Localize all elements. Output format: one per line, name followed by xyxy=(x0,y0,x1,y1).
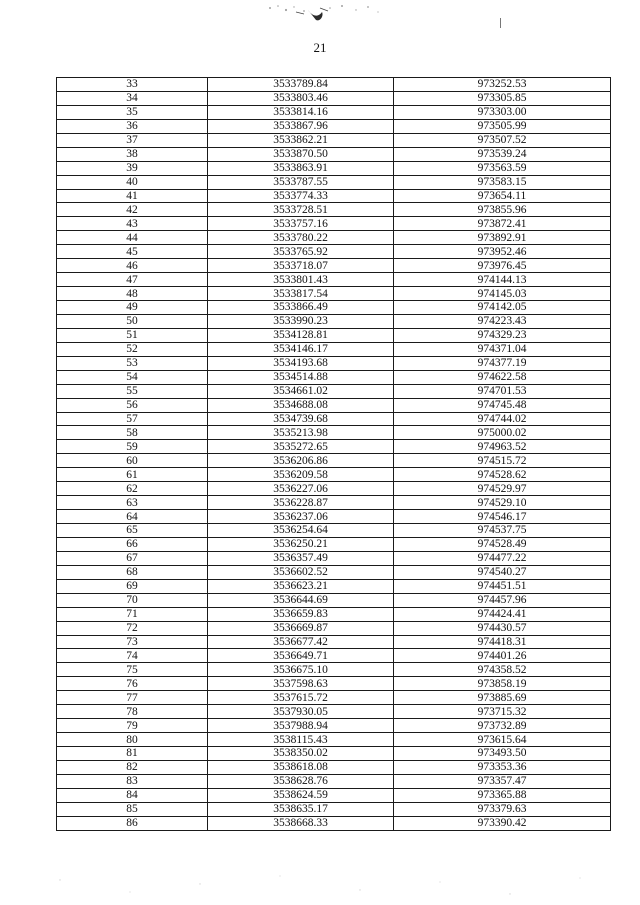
y-coordinate-cell: 974430.57 xyxy=(394,621,611,635)
point-number-cell: 82 xyxy=(57,760,208,774)
point-number-cell: 37 xyxy=(57,133,208,147)
table-row xyxy=(57,245,611,259)
y-coordinate-cell: 974451.51 xyxy=(394,579,611,593)
table-row xyxy=(57,398,611,412)
table-row xyxy=(57,328,611,342)
table-row xyxy=(57,565,611,579)
point-number-cell: 56 xyxy=(57,398,208,412)
x-coordinate-cell: 3533867.96 xyxy=(208,119,394,133)
y-coordinate-cell: 973858.19 xyxy=(394,677,611,691)
table-row xyxy=(57,593,611,607)
y-coordinate-cell: 974145.03 xyxy=(394,287,611,301)
point-number-cell: 41 xyxy=(57,189,208,203)
point-number-cell: 53 xyxy=(57,356,208,370)
point-number-cell: 83 xyxy=(57,774,208,788)
point-number-cell: 63 xyxy=(57,496,208,510)
table-row xyxy=(57,760,611,774)
y-coordinate-cell: 973976.45 xyxy=(394,259,611,273)
y-coordinate-cell: 973365.88 xyxy=(394,788,611,802)
x-coordinate-cell: 3536206.86 xyxy=(208,454,394,468)
x-coordinate-cell: 3536644.69 xyxy=(208,593,394,607)
x-coordinate-cell: 3536357.49 xyxy=(208,551,394,565)
table-row xyxy=(57,259,611,273)
table-row xyxy=(57,217,611,231)
table-row xyxy=(57,440,611,454)
y-coordinate-cell: 973303.00 xyxy=(394,105,611,119)
table-row xyxy=(57,314,611,328)
table-row xyxy=(57,231,611,245)
y-coordinate-cell: 974528.62 xyxy=(394,468,611,482)
scan-mark xyxy=(500,18,501,28)
point-number-cell: 65 xyxy=(57,524,208,538)
point-number-cell: 49 xyxy=(57,301,208,315)
y-coordinate-cell: 973952.46 xyxy=(394,245,611,259)
x-coordinate-cell: 3537598.63 xyxy=(208,677,394,691)
x-coordinate-cell: 3536237.06 xyxy=(208,510,394,524)
table-row xyxy=(57,189,611,203)
point-number-cell: 48 xyxy=(57,287,208,301)
point-number-cell: 36 xyxy=(57,119,208,133)
table-row xyxy=(57,635,611,649)
y-coordinate-cell: 973379.63 xyxy=(394,802,611,816)
point-number-cell: 86 xyxy=(57,816,208,830)
table-row xyxy=(57,719,611,733)
point-number-cell: 80 xyxy=(57,733,208,747)
point-number-cell: 40 xyxy=(57,175,208,189)
point-number-cell: 67 xyxy=(57,551,208,565)
table-row xyxy=(57,426,611,440)
x-coordinate-cell: 3534661.02 xyxy=(208,384,394,398)
y-coordinate-cell: 973493.50 xyxy=(394,747,611,761)
x-coordinate-cell: 3533787.55 xyxy=(208,175,394,189)
table-row xyxy=(57,816,611,830)
table-row xyxy=(57,412,611,426)
table-row xyxy=(57,677,611,691)
table-row xyxy=(57,105,611,119)
table-row xyxy=(57,287,611,301)
y-coordinate-cell: 973885.69 xyxy=(394,691,611,705)
point-number-cell: 71 xyxy=(57,607,208,621)
point-number-cell: 58 xyxy=(57,426,208,440)
point-number-cell: 66 xyxy=(57,537,208,551)
x-coordinate-cell: 3537988.94 xyxy=(208,719,394,733)
y-coordinate-cell: 974223.43 xyxy=(394,314,611,328)
point-number-cell: 69 xyxy=(57,579,208,593)
x-coordinate-cell: 3534688.08 xyxy=(208,398,394,412)
x-coordinate-cell: 3534739.68 xyxy=(208,412,394,426)
point-number-cell: 76 xyxy=(57,677,208,691)
y-coordinate-cell: 974701.53 xyxy=(394,384,611,398)
table-row xyxy=(57,384,611,398)
x-coordinate-cell: 3533728.51 xyxy=(208,203,394,217)
x-coordinate-cell: 3536649.71 xyxy=(208,649,394,663)
x-coordinate-cell: 3533789.84 xyxy=(208,78,394,92)
point-number-cell: 51 xyxy=(57,328,208,342)
point-number-cell: 35 xyxy=(57,105,208,119)
table-row xyxy=(57,496,611,510)
table-row xyxy=(57,161,611,175)
x-coordinate-cell: 3538115.43 xyxy=(208,733,394,747)
x-coordinate-cell: 3538618.08 xyxy=(208,760,394,774)
y-coordinate-cell: 974540.27 xyxy=(394,565,611,579)
y-coordinate-cell: 973305.85 xyxy=(394,91,611,105)
y-coordinate-cell: 973654.11 xyxy=(394,189,611,203)
y-coordinate-cell: 974744.02 xyxy=(394,412,611,426)
x-coordinate-cell: 3536227.06 xyxy=(208,482,394,496)
x-coordinate-cell: 3538628.76 xyxy=(208,774,394,788)
y-coordinate-cell: 975000.02 xyxy=(394,426,611,440)
table-row xyxy=(57,119,611,133)
x-coordinate-cell: 3533862.21 xyxy=(208,133,394,147)
table-row xyxy=(57,370,611,384)
coordinates-table xyxy=(56,77,611,831)
point-number-cell: 54 xyxy=(57,370,208,384)
x-coordinate-cell: 3537615.72 xyxy=(208,691,394,705)
coordinates-table-body xyxy=(57,78,611,831)
scan-smudge xyxy=(260,2,390,24)
point-number-cell: 59 xyxy=(57,440,208,454)
x-coordinate-cell: 3536228.87 xyxy=(208,496,394,510)
point-number-cell: 81 xyxy=(57,747,208,761)
table-row xyxy=(57,301,611,315)
y-coordinate-cell: 973505.99 xyxy=(394,119,611,133)
y-coordinate-cell: 974142.05 xyxy=(394,301,611,315)
x-coordinate-cell: 3533803.46 xyxy=(208,91,394,105)
y-coordinate-cell: 974424.41 xyxy=(394,607,611,621)
table-row xyxy=(57,510,611,524)
point-number-cell: 72 xyxy=(57,621,208,635)
y-coordinate-cell: 973252.53 xyxy=(394,78,611,92)
point-number-cell: 68 xyxy=(57,565,208,579)
point-number-cell: 73 xyxy=(57,635,208,649)
x-coordinate-cell: 3538350.02 xyxy=(208,747,394,761)
point-number-cell: 44 xyxy=(57,231,208,245)
point-number-cell: 84 xyxy=(57,788,208,802)
y-coordinate-cell: 974963.52 xyxy=(394,440,611,454)
point-number-cell: 38 xyxy=(57,147,208,161)
x-coordinate-cell: 3534193.68 xyxy=(208,356,394,370)
point-number-cell: 85 xyxy=(57,802,208,816)
y-coordinate-cell: 973390.42 xyxy=(394,816,611,830)
x-coordinate-cell: 3533801.43 xyxy=(208,273,394,287)
y-coordinate-cell: 974515.72 xyxy=(394,454,611,468)
y-coordinate-cell: 973353.36 xyxy=(394,760,611,774)
x-coordinate-cell: 3536623.21 xyxy=(208,579,394,593)
point-number-cell: 61 xyxy=(57,468,208,482)
x-coordinate-cell: 3538624.59 xyxy=(208,788,394,802)
table-row xyxy=(57,273,611,287)
table-row xyxy=(57,524,611,538)
point-number-cell: 52 xyxy=(57,342,208,356)
table-row xyxy=(57,788,611,802)
scan-noise xyxy=(40,870,600,900)
y-coordinate-cell: 974537.75 xyxy=(394,524,611,538)
x-coordinate-cell: 3536677.42 xyxy=(208,635,394,649)
page-number: 21 xyxy=(313,40,327,55)
y-coordinate-cell: 974401.26 xyxy=(394,649,611,663)
y-coordinate-cell: 973583.15 xyxy=(394,175,611,189)
point-number-cell: 42 xyxy=(57,203,208,217)
y-coordinate-cell: 973539.24 xyxy=(394,147,611,161)
x-coordinate-cell: 3533757.16 xyxy=(208,217,394,231)
point-number-cell: 39 xyxy=(57,161,208,175)
point-number-cell: 43 xyxy=(57,217,208,231)
x-coordinate-cell: 3536669.87 xyxy=(208,621,394,635)
x-coordinate-cell: 3534146.17 xyxy=(208,342,394,356)
point-number-cell: 46 xyxy=(57,259,208,273)
x-coordinate-cell: 3536250.21 xyxy=(208,537,394,551)
table-row xyxy=(57,133,611,147)
y-coordinate-cell: 974377.19 xyxy=(394,356,611,370)
x-coordinate-cell: 3533780.22 xyxy=(208,231,394,245)
table-row xyxy=(57,607,611,621)
x-coordinate-cell: 3536659.83 xyxy=(208,607,394,621)
x-coordinate-cell: 3536675.10 xyxy=(208,663,394,677)
table-row xyxy=(57,454,611,468)
point-number-cell: 34 xyxy=(57,91,208,105)
x-coordinate-cell: 3537930.05 xyxy=(208,705,394,719)
x-coordinate-cell: 3535272.65 xyxy=(208,440,394,454)
x-coordinate-cell: 3536602.52 xyxy=(208,565,394,579)
y-coordinate-cell: 974529.10 xyxy=(394,496,611,510)
x-coordinate-cell: 3536254.64 xyxy=(208,524,394,538)
x-coordinate-cell: 3533817.54 xyxy=(208,287,394,301)
y-coordinate-cell: 974546.17 xyxy=(394,510,611,524)
x-coordinate-cell: 3534514.88 xyxy=(208,370,394,384)
point-number-cell: 77 xyxy=(57,691,208,705)
y-coordinate-cell: 973732.89 xyxy=(394,719,611,733)
x-coordinate-cell: 3538635.17 xyxy=(208,802,394,816)
point-number-cell: 62 xyxy=(57,482,208,496)
point-number-cell: 79 xyxy=(57,719,208,733)
x-coordinate-cell: 3534128.81 xyxy=(208,328,394,342)
point-number-cell: 45 xyxy=(57,245,208,259)
table-row xyxy=(57,663,611,677)
point-number-cell: 60 xyxy=(57,454,208,468)
point-number-cell: 47 xyxy=(57,273,208,287)
y-coordinate-cell: 974528.49 xyxy=(394,537,611,551)
point-number-cell: 75 xyxy=(57,663,208,677)
point-number-cell: 64 xyxy=(57,510,208,524)
table-row xyxy=(57,175,611,189)
table-row xyxy=(57,733,611,747)
table-row xyxy=(57,691,611,705)
y-coordinate-cell: 974622.58 xyxy=(394,370,611,384)
table-row xyxy=(57,78,611,92)
point-number-cell: 78 xyxy=(57,705,208,719)
table-row xyxy=(57,203,611,217)
table-row xyxy=(57,774,611,788)
point-number-cell: 33 xyxy=(57,78,208,92)
table-row xyxy=(57,747,611,761)
y-coordinate-cell: 973892.91 xyxy=(394,231,611,245)
x-coordinate-cell: 3535213.98 xyxy=(208,426,394,440)
point-number-cell: 57 xyxy=(57,412,208,426)
point-number-cell: 55 xyxy=(57,384,208,398)
y-coordinate-cell: 974457.96 xyxy=(394,593,611,607)
y-coordinate-cell: 973357.47 xyxy=(394,774,611,788)
table-row xyxy=(57,537,611,551)
x-coordinate-cell: 3533814.16 xyxy=(208,105,394,119)
x-coordinate-cell: 3533765.92 xyxy=(208,245,394,259)
y-coordinate-cell: 974477.22 xyxy=(394,551,611,565)
x-coordinate-cell: 3533718.07 xyxy=(208,259,394,273)
y-coordinate-cell: 973563.59 xyxy=(394,161,611,175)
y-coordinate-cell: 974144.13 xyxy=(394,273,611,287)
table-row xyxy=(57,551,611,565)
table-row xyxy=(57,356,611,370)
x-coordinate-cell: 3538668.33 xyxy=(208,816,394,830)
table-row xyxy=(57,705,611,719)
x-coordinate-cell: 3536209.58 xyxy=(208,468,394,482)
y-coordinate-cell: 974745.48 xyxy=(394,398,611,412)
table-row xyxy=(57,342,611,356)
point-number-cell: 50 xyxy=(57,314,208,328)
table-row xyxy=(57,482,611,496)
x-coordinate-cell: 3533866.49 xyxy=(208,301,394,315)
y-coordinate-cell: 974371.04 xyxy=(394,342,611,356)
table-row xyxy=(57,147,611,161)
x-coordinate-cell: 3533863.91 xyxy=(208,161,394,175)
y-coordinate-cell: 974418.31 xyxy=(394,635,611,649)
x-coordinate-cell: 3533774.33 xyxy=(208,189,394,203)
y-coordinate-cell: 973715.32 xyxy=(394,705,611,719)
y-coordinate-cell: 974358.52 xyxy=(394,663,611,677)
table-row xyxy=(57,802,611,816)
y-coordinate-cell: 973872.41 xyxy=(394,217,611,231)
y-coordinate-cell: 973507.52 xyxy=(394,133,611,147)
table-row xyxy=(57,621,611,635)
y-coordinate-cell: 973615.64 xyxy=(394,733,611,747)
table-row xyxy=(57,579,611,593)
x-coordinate-cell: 3533870.50 xyxy=(208,147,394,161)
y-coordinate-cell: 973855.96 xyxy=(394,203,611,217)
point-number-cell: 70 xyxy=(57,593,208,607)
x-coordinate-cell: 3533990.23 xyxy=(208,314,394,328)
table-row xyxy=(57,468,611,482)
point-number-cell: 74 xyxy=(57,649,208,663)
table-row xyxy=(57,649,611,663)
y-coordinate-cell: 974329.23 xyxy=(394,328,611,342)
y-coordinate-cell: 974529.97 xyxy=(394,482,611,496)
table-row xyxy=(57,91,611,105)
